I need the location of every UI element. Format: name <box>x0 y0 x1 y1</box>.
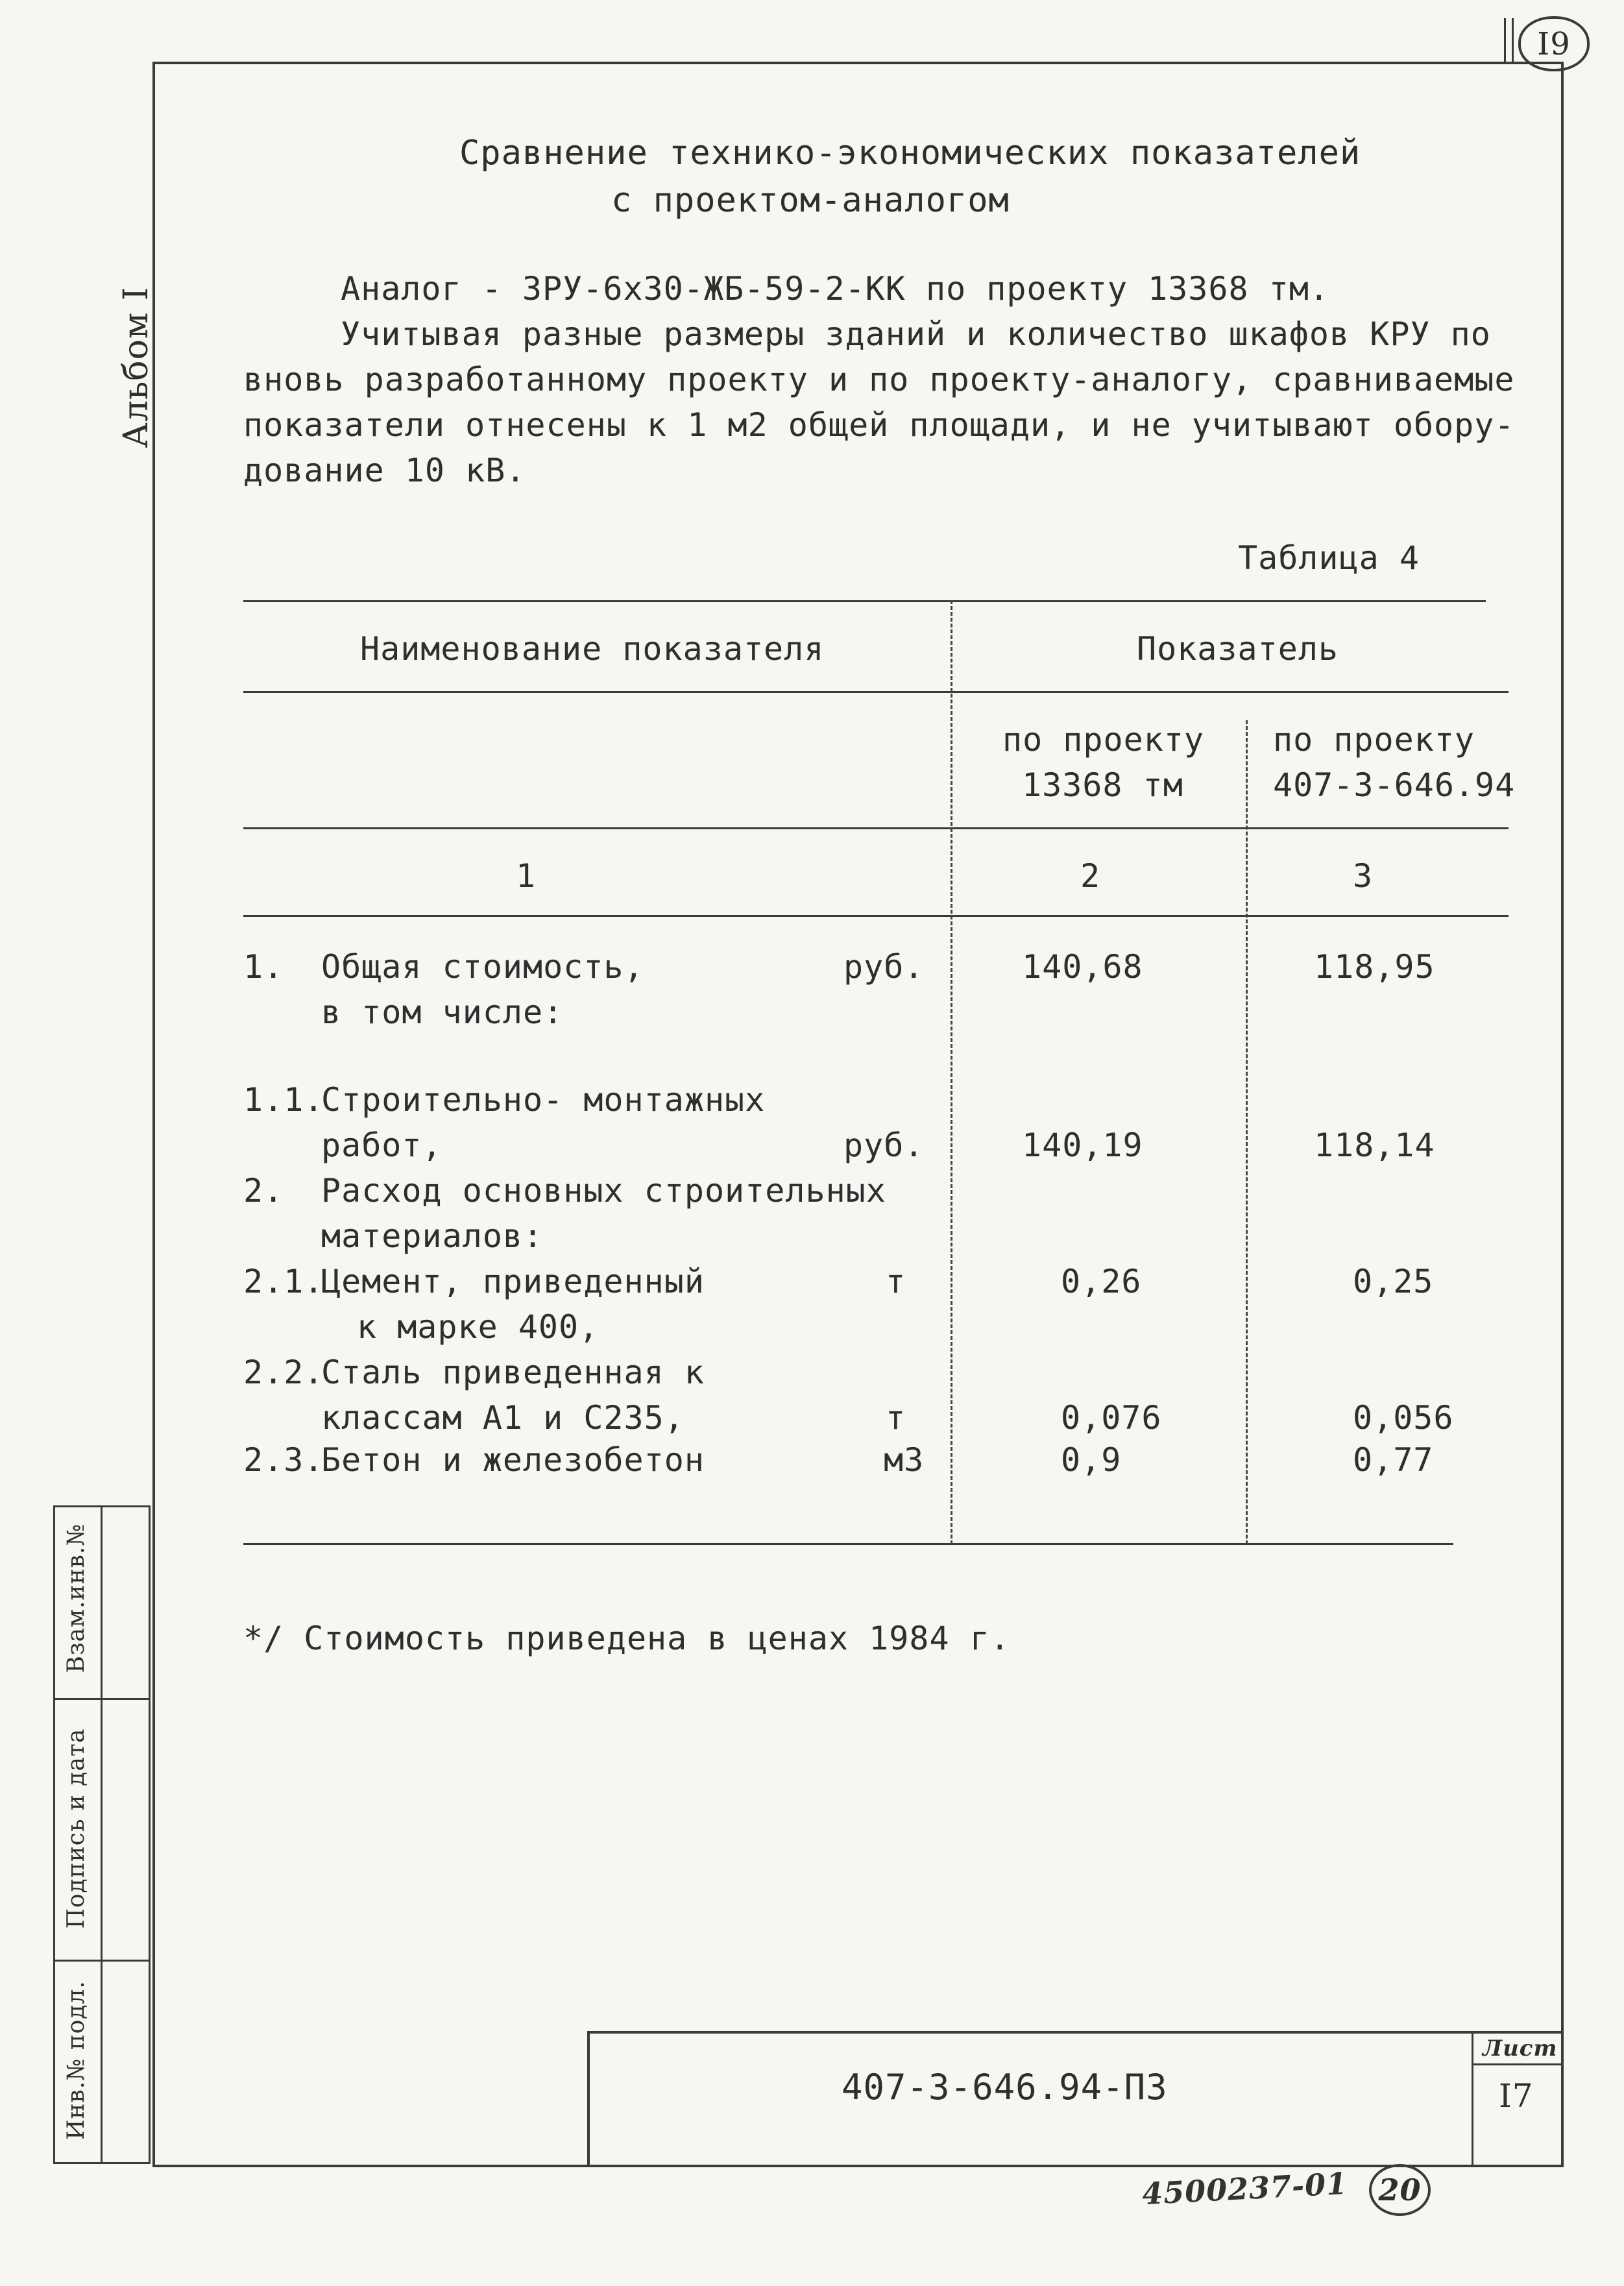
row-2-3-value-col3: 0,77 <box>1353 1441 1434 1479</box>
row-2-num: 2. <box>243 1172 284 1210</box>
row-1-1-value-col2: 140,19 <box>1022 1126 1143 1164</box>
row-1-1-unit: руб. <box>843 1126 925 1164</box>
intro-line5: дование 10 кВ. <box>243 452 526 489</box>
row-2-2-value-col2: 0,076 <box>1061 1399 1162 1437</box>
table-rule-bottom <box>243 1543 1453 1545</box>
stamp-podpis-data: Подпись и дата <box>63 1728 90 1929</box>
row-2-3-unit: м3 <box>884 1441 925 1479</box>
row-2-2-unit: т <box>886 1399 906 1437</box>
row-1-num: 1. <box>243 948 284 986</box>
stamp-inv-podl: Инв.№ подл. <box>63 1980 90 2140</box>
row-2-2-text-cont: классам А1 и С235, <box>321 1399 685 1437</box>
row-2-1-value-col3: 0,25 <box>1353 1263 1434 1300</box>
row-2-1-text: Цемент, приведенный <box>321 1263 705 1300</box>
row-1-1-text: Строительно- монтажных <box>321 1081 766 1119</box>
row-1-text-cont: в том числе: <box>321 993 564 1031</box>
stamp-vzam-inv: Взам.инв.№ <box>63 1523 90 1673</box>
intro-line2: Учитывая разные размеры зданий и количество шкафов КРУ по <box>341 315 1491 353</box>
page-title-line2: с проектом-аналогом <box>611 181 1010 220</box>
row-2-text-cont: материалов: <box>321 1217 544 1255</box>
row-1-value-col2: 140,68 <box>1022 948 1143 986</box>
row-2-3-value-col2: 0,9 <box>1061 1441 1122 1479</box>
table-colnum-3: 3 <box>1353 857 1374 895</box>
page-title-line1: Сравнение технико-экономических показателей <box>459 134 1361 173</box>
intro-line1: Аналог - ЗРУ-6х30-ЖБ-59-2-КК по проекту 13368 тм. <box>341 270 1330 308</box>
bottom-circle-number: 20 <box>1378 2172 1422 2207</box>
sheet-number: I7 <box>1499 2077 1534 2115</box>
row-2-2-text: Сталь приведенная к <box>321 1354 705 1391</box>
row-1-value-col3: 118,95 <box>1314 948 1435 986</box>
table-colnum-1: 1 <box>516 857 537 895</box>
handwritten-number: 4500237-01 <box>1141 2165 1349 2212</box>
table-rule-top <box>243 600 1486 602</box>
doc-code: 407-3-646.94-ПЗ <box>842 2067 1168 2108</box>
row-1-text: Общая стоимость, <box>321 948 644 986</box>
page-number-top: I9 <box>1537 25 1571 62</box>
table-subheader-col3-line2: 407-3-646.94 <box>1273 766 1516 804</box>
row-1-1-text-cont: работ, <box>321 1126 442 1164</box>
row-1-1-value-col3: 118,14 <box>1314 1126 1435 1164</box>
footnote: */ Стоимость приведена в ценах 1984 г. <box>243 1620 1010 1657</box>
intro-line4: показатели отнесены к 1 м2 общей площади, и не учитывают обору- <box>243 406 1515 444</box>
table-rule-colnums <box>243 915 1509 917</box>
bottom-circle <box>1369 2164 1431 2216</box>
row-1-unit: руб. <box>843 948 925 986</box>
row-2-1-unit: т <box>886 1263 906 1300</box>
table-subheader-col2-line2: 13368 тм <box>1022 766 1183 804</box>
table-caption: Таблица 4 <box>1238 539 1420 577</box>
intro-line3: вновь разработанному проекту и по проекту-аналогу, сравниваемые <box>243 361 1515 398</box>
row-2-1-value-col2: 0,26 <box>1061 1263 1142 1300</box>
row-1-1-num: 1.1. <box>243 1081 324 1119</box>
table-subheader-col2-line1: по проекту <box>1002 721 1205 759</box>
table-header-name: Наименование показателя <box>360 630 825 668</box>
row-2-3-num: 2.3. <box>243 1441 324 1479</box>
table-divider-1 <box>951 600 952 1544</box>
row-2-1-text-cont: к марке 400, <box>357 1308 600 1346</box>
album-label: Альбом I <box>117 286 156 448</box>
table-divider-2 <box>1246 720 1248 1544</box>
table-colnum-2: 2 <box>1080 857 1101 895</box>
row-2-1-num: 2.1. <box>243 1263 324 1300</box>
table-rule-header <box>243 691 1509 693</box>
row-2-2-num: 2.2. <box>243 1354 324 1391</box>
row-2-2-value-col3: 0,056 <box>1353 1399 1454 1437</box>
table-header-value: Показатель <box>1137 630 1339 668</box>
table-subheader-col3-line1: по проекту <box>1273 721 1475 759</box>
table-rule-subheader <box>243 827 1509 829</box>
sheet-label: Лист <box>1483 2036 1558 2061</box>
row-2-3-text: Бетон и железобетон <box>321 1441 705 1479</box>
row-2-text: Расход основных строительных <box>321 1172 886 1210</box>
